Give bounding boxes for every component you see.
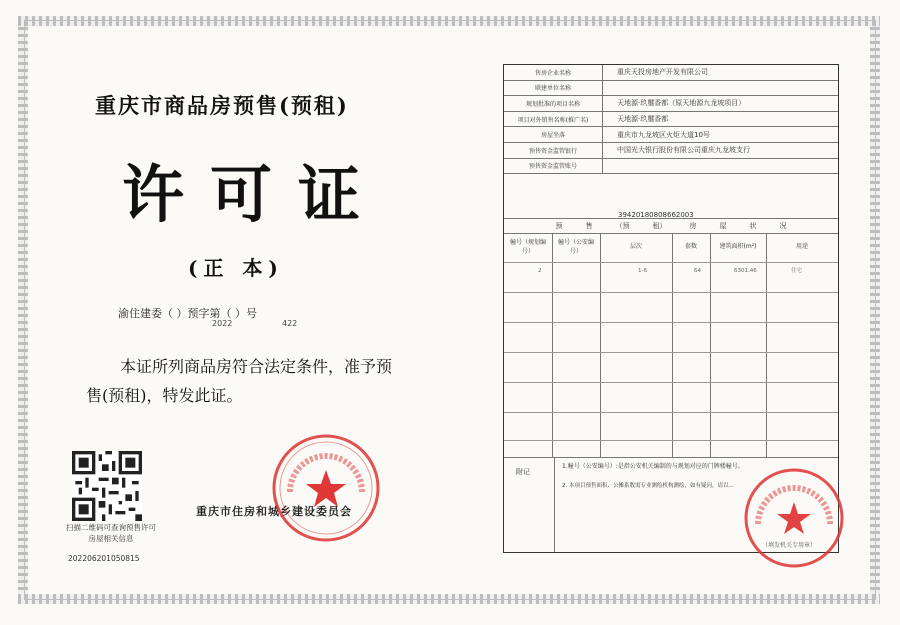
heading-char: 预 [555,222,563,230]
table-row [504,96,838,112]
note-1: 1.幢号（公安编号）:是指公安机关编制的与规划对应的门牌楼幢号。 [562,463,744,470]
certification-statement: 本证所列商品房符合法定条件，准予预售(预租)，特发此证。 [86,357,393,405]
grid-line [552,234,553,457]
row-label: 售房企业名称 [504,65,603,80]
row-label: 预售资金监管银行 [504,143,603,158]
column-header: 用途 [795,243,808,250]
heading-char: （预 [615,222,630,230]
permit-number: 422 [282,319,298,328]
account-number: 39420180808662003 [618,211,694,219]
grid-line [504,440,838,441]
official-seal-icon [270,432,382,544]
grid-line [504,352,838,353]
section-heading [504,218,838,234]
cell-usage: 住宅 [791,268,803,274]
column-header: 套数 [684,243,697,250]
column-header: 层次 [629,243,642,250]
grid-line [504,322,838,323]
heading-char: 屋 [719,222,727,230]
column-header: 幢号（规划编号） [509,239,546,255]
heading-char: 况 [779,222,787,230]
cell-building-no: 2 [538,268,542,274]
row-value: 重庆天投房地产开发有限公司 [617,68,708,77]
column-header: 幢号（公安编号） [557,239,594,255]
row-label: 规划批准的项目名称 [504,96,603,111]
grid-line [600,234,601,457]
cell-floors: 1-6 [638,268,647,274]
cell-units: 64 [694,268,701,274]
grid-line [504,262,838,263]
seal-caption: （填发机关专用章） [762,542,817,549]
qr-code-icon[interactable] [72,451,142,521]
permit-number-line: 渝住建委（ ）预字第（ ）号 [118,307,257,320]
table-row [504,143,838,159]
serial-number: 20220620105081​5 [68,554,140,563]
table-row [504,65,838,81]
original-copy-label: (正 本) [188,256,284,280]
row-label: 项目对外销售名称(推广名) [504,112,603,127]
license-heading: 许可证 [122,158,387,231]
row-label: 联建单位名称 [504,81,603,96]
building-grid [504,234,838,458]
row-value [603,81,838,96]
permit-year: 2022 [212,319,233,328]
note-2: 2. 本项目预售面积、公摊系数需专业测绘机构测绘，如有疑问，请以... [562,483,734,489]
notes-label: 附记 [516,468,530,476]
heading-char: 租） [652,222,667,230]
heading-char: 房 [689,222,697,230]
grid-line [504,382,838,383]
issuing-authority: 重庆市住房和城乡建设委员会 [196,505,352,518]
row-value: 天地源·玖璽香都（原天地源九龙坡项目） [617,99,746,108]
info-rows [504,65,838,174]
grid-line [710,234,711,457]
notes-divider [554,457,555,552]
row-value: 中国光大银行股份有限公司重庆九龙坡支行 [617,146,750,155]
row-label: 预售资金监管账号 [504,159,603,174]
qr-caption: 扫描二维码可查询预售许可房屋相关信息 [66,523,156,543]
heading-char: 状 [749,222,757,230]
grid-line [672,234,673,457]
row-label: 房屋坐落 [504,127,603,142]
grid-line [504,292,838,293]
cell-area: 6301.46 [734,268,757,274]
certificate-title: 重庆市商品房预售(预租) [95,93,349,118]
row-value: 天地源·玖璽香都 [617,115,669,124]
issuing-seal-icon [742,466,846,570]
heading-char: 售 [585,222,593,230]
table-row [504,112,838,128]
column-header: 建筑面积(m²) [719,243,757,250]
grid-line [504,412,838,413]
row-value: 重庆市九龙坡区火炬大道10号 [617,130,710,139]
grid-line [766,234,767,457]
table-row [504,127,838,143]
row-value [603,159,838,174]
table-row [504,159,838,175]
table-row [504,81,838,97]
